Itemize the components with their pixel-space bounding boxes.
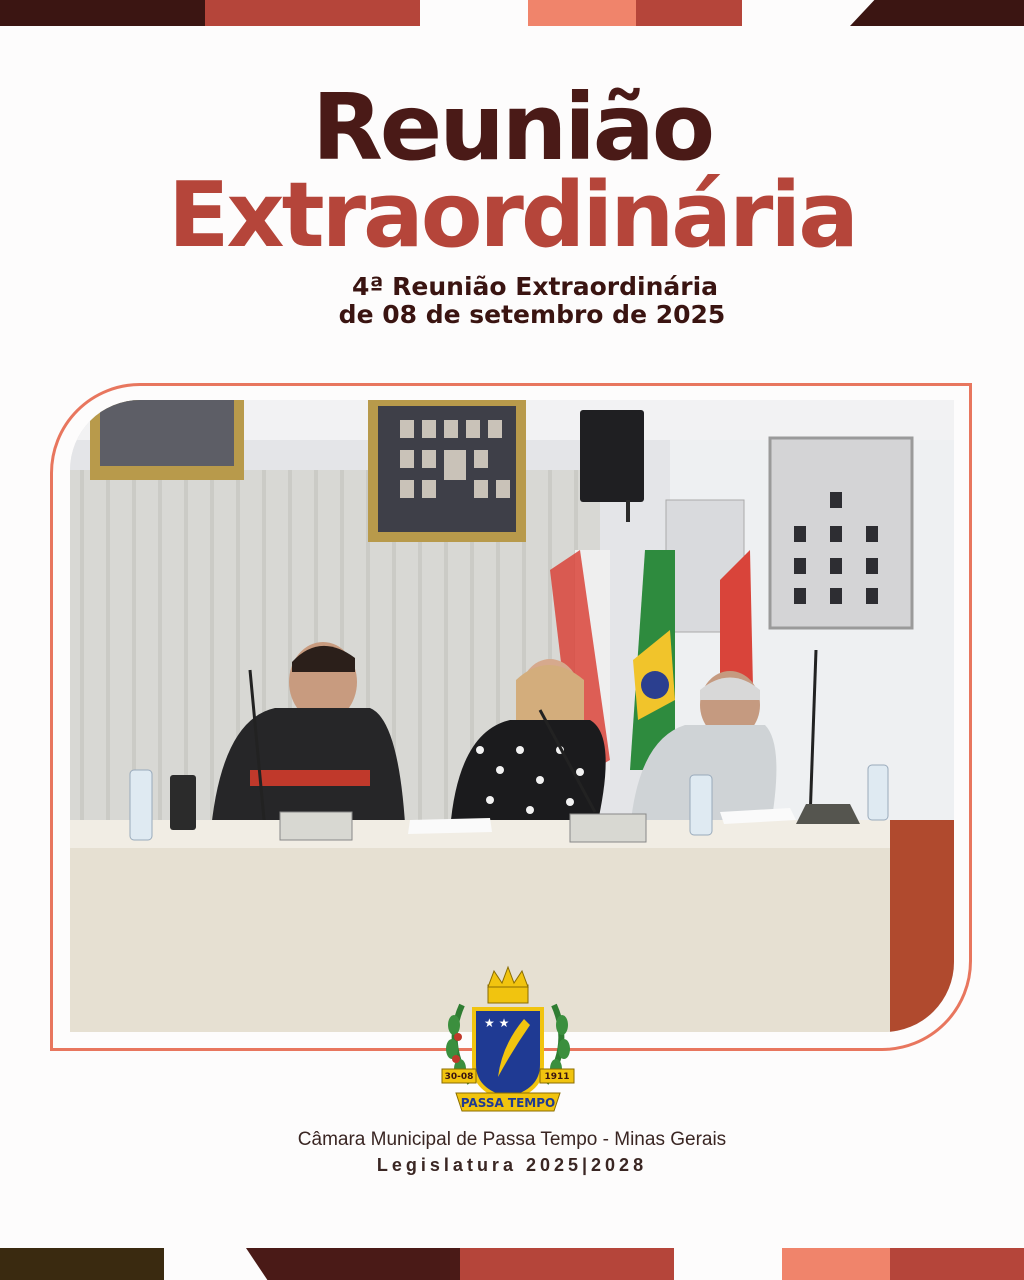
stripe xyxy=(246,1248,460,1280)
photo-illustration xyxy=(70,400,954,1032)
stripe xyxy=(0,1248,164,1280)
title-reuniao: Reunião xyxy=(311,74,713,181)
stripe xyxy=(460,1248,674,1280)
emblem-graphic xyxy=(440,965,576,1115)
passa-tempo-coat-of-arms xyxy=(440,965,576,1115)
stripe xyxy=(636,0,742,26)
legislature-period: Legislatura 2025|2028 xyxy=(376,1155,648,1175)
institution-name: Câmara Municipal de Passa Tempo - Minas Gerais xyxy=(297,1129,727,1150)
meeting-date: de 08 de setembro de 2025 xyxy=(338,300,726,329)
emblem-date-left: 30-08 xyxy=(444,1072,474,1082)
stripe xyxy=(782,1248,890,1280)
meeting-number: 4ª Reunião Extraordinária xyxy=(351,272,719,301)
emblem-banner-text: PASSA TEMPO xyxy=(460,1096,556,1110)
emblem-date-right: 1911 xyxy=(544,1072,570,1082)
title-extraordinaria: Extraordinária xyxy=(168,163,856,268)
stripe xyxy=(205,0,420,26)
stripe xyxy=(890,1248,1024,1280)
stripe xyxy=(850,0,1024,26)
svg-text:★ ★: ★ ★ xyxy=(484,1016,510,1030)
stripe xyxy=(0,0,205,26)
council-meeting-photo xyxy=(70,400,954,1032)
stripe xyxy=(528,0,636,26)
